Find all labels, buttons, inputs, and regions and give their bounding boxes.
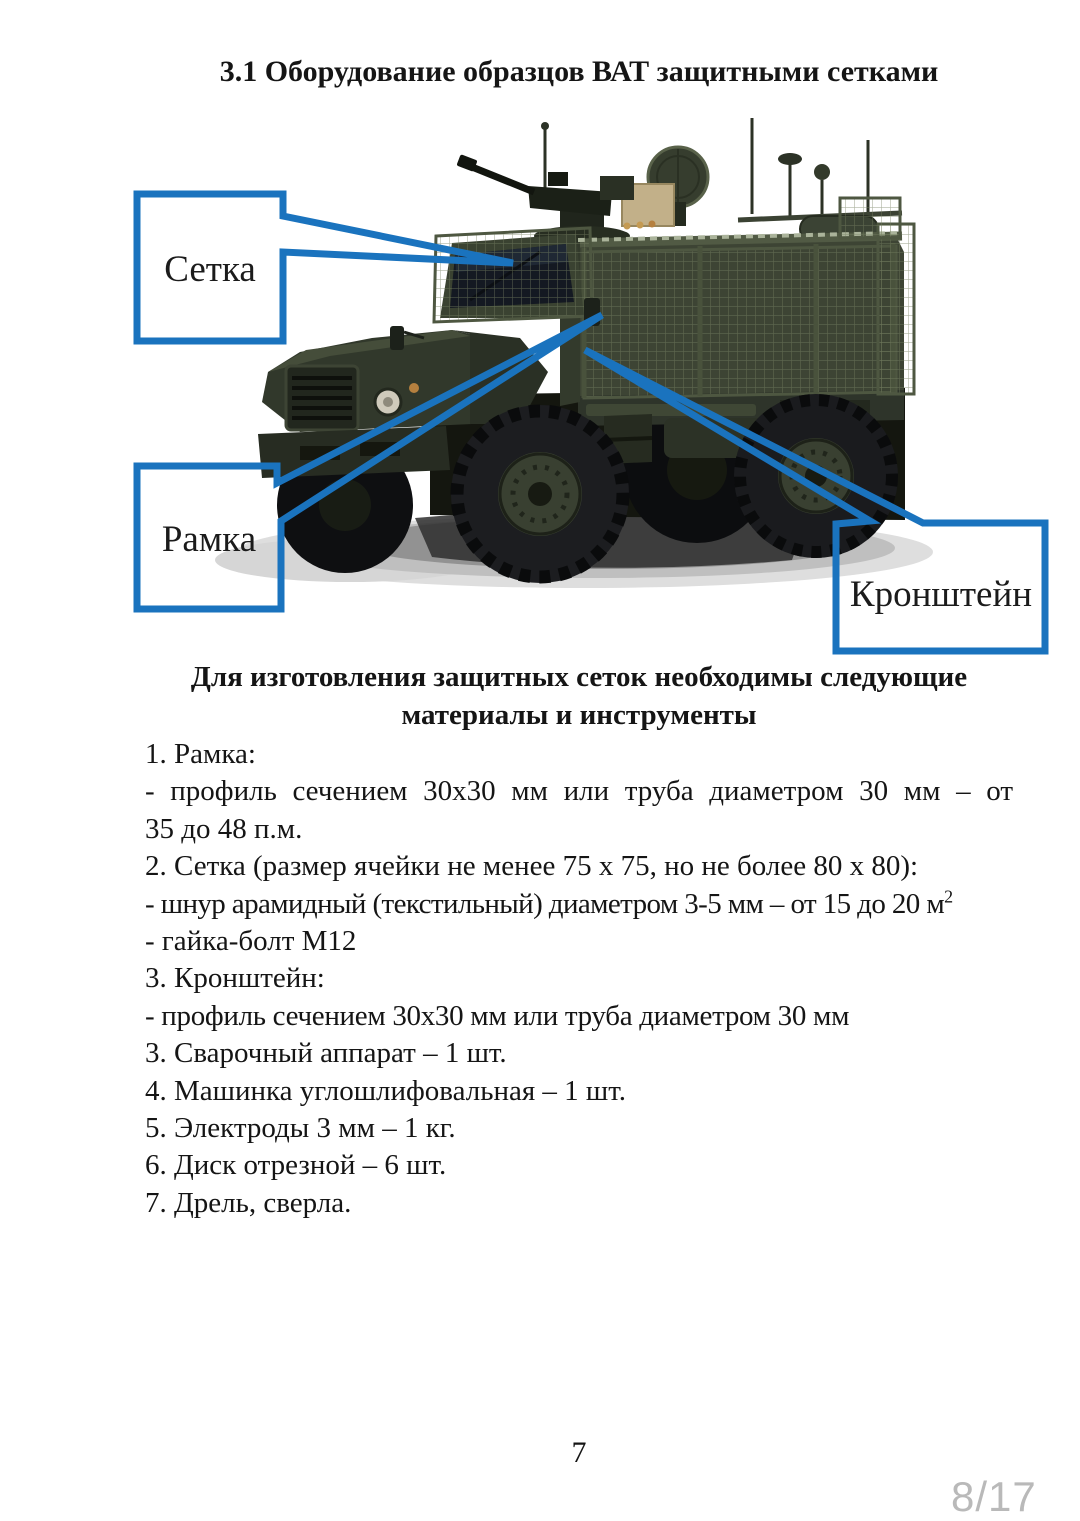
list-item: - гайка-болт М12 [145,925,357,958]
callout-label-setka: Сетка [164,249,256,290]
list-item: 6. Диск отрезной – 6 шт. [145,1149,447,1182]
list-item: - шнур арамидный (текстильный) диаметром 3-5 мм – от 15 до 20 $м^2$ [145,885,953,920]
materials-heading [145,658,1013,734]
list-item: 3. Кронштейн: [145,962,325,995]
list-item: 2. Сетка (размер ячейки не менее 75 х 75, но не более 80 х 80): [145,850,919,883]
list-item: 5. Электроды 3 мм – 1 кг. [145,1112,456,1145]
list-item: 4. Машинка углошлифовальная – 1 шт. [145,1074,626,1107]
viewer-page-indicator: 8/17 [951,1473,1037,1520]
windshield-mesh-screen [434,228,592,322]
page-number: 7 [571,1436,587,1469]
list-item: 35 до 48 п.м. [145,812,303,845]
list-item: 3. Сварочный аппарат – 1 шт. [145,1037,507,1070]
materials-heading-line2: материалы и инструменты [401,699,757,731]
callout-label-ramka: Рамка [161,519,257,560]
list-item: - профиль сечением 30х30 мм или труба диаметром 30 мм [145,999,850,1032]
list-item: - профиль сечением 30х30 мм или труба диаметром 30 мм – от [145,775,1013,808]
roof-equipment [456,118,902,246]
list-item: 7. Дрель, сверла. [145,1186,352,1219]
figure-vehicle-with-callouts [0,95,1080,675]
marker-light [409,383,419,393]
materials-heading-line1: Для изготовления защитных сеток необходимы следующие [190,661,968,693]
superscript: 2 [944,885,953,906]
page-title: 3.1 Оборудование образцов ВАТ защитными сетками [219,55,939,88]
front-wheel [451,405,629,583]
callout-label-kronshtein: Кронштейн [849,574,1033,615]
list-item: 1. Рамка: [145,738,256,770]
vehicle-illustration [215,118,933,588]
side-mirror [390,326,404,350]
rear-wheel [734,394,898,558]
materials-list [145,736,1013,1222]
